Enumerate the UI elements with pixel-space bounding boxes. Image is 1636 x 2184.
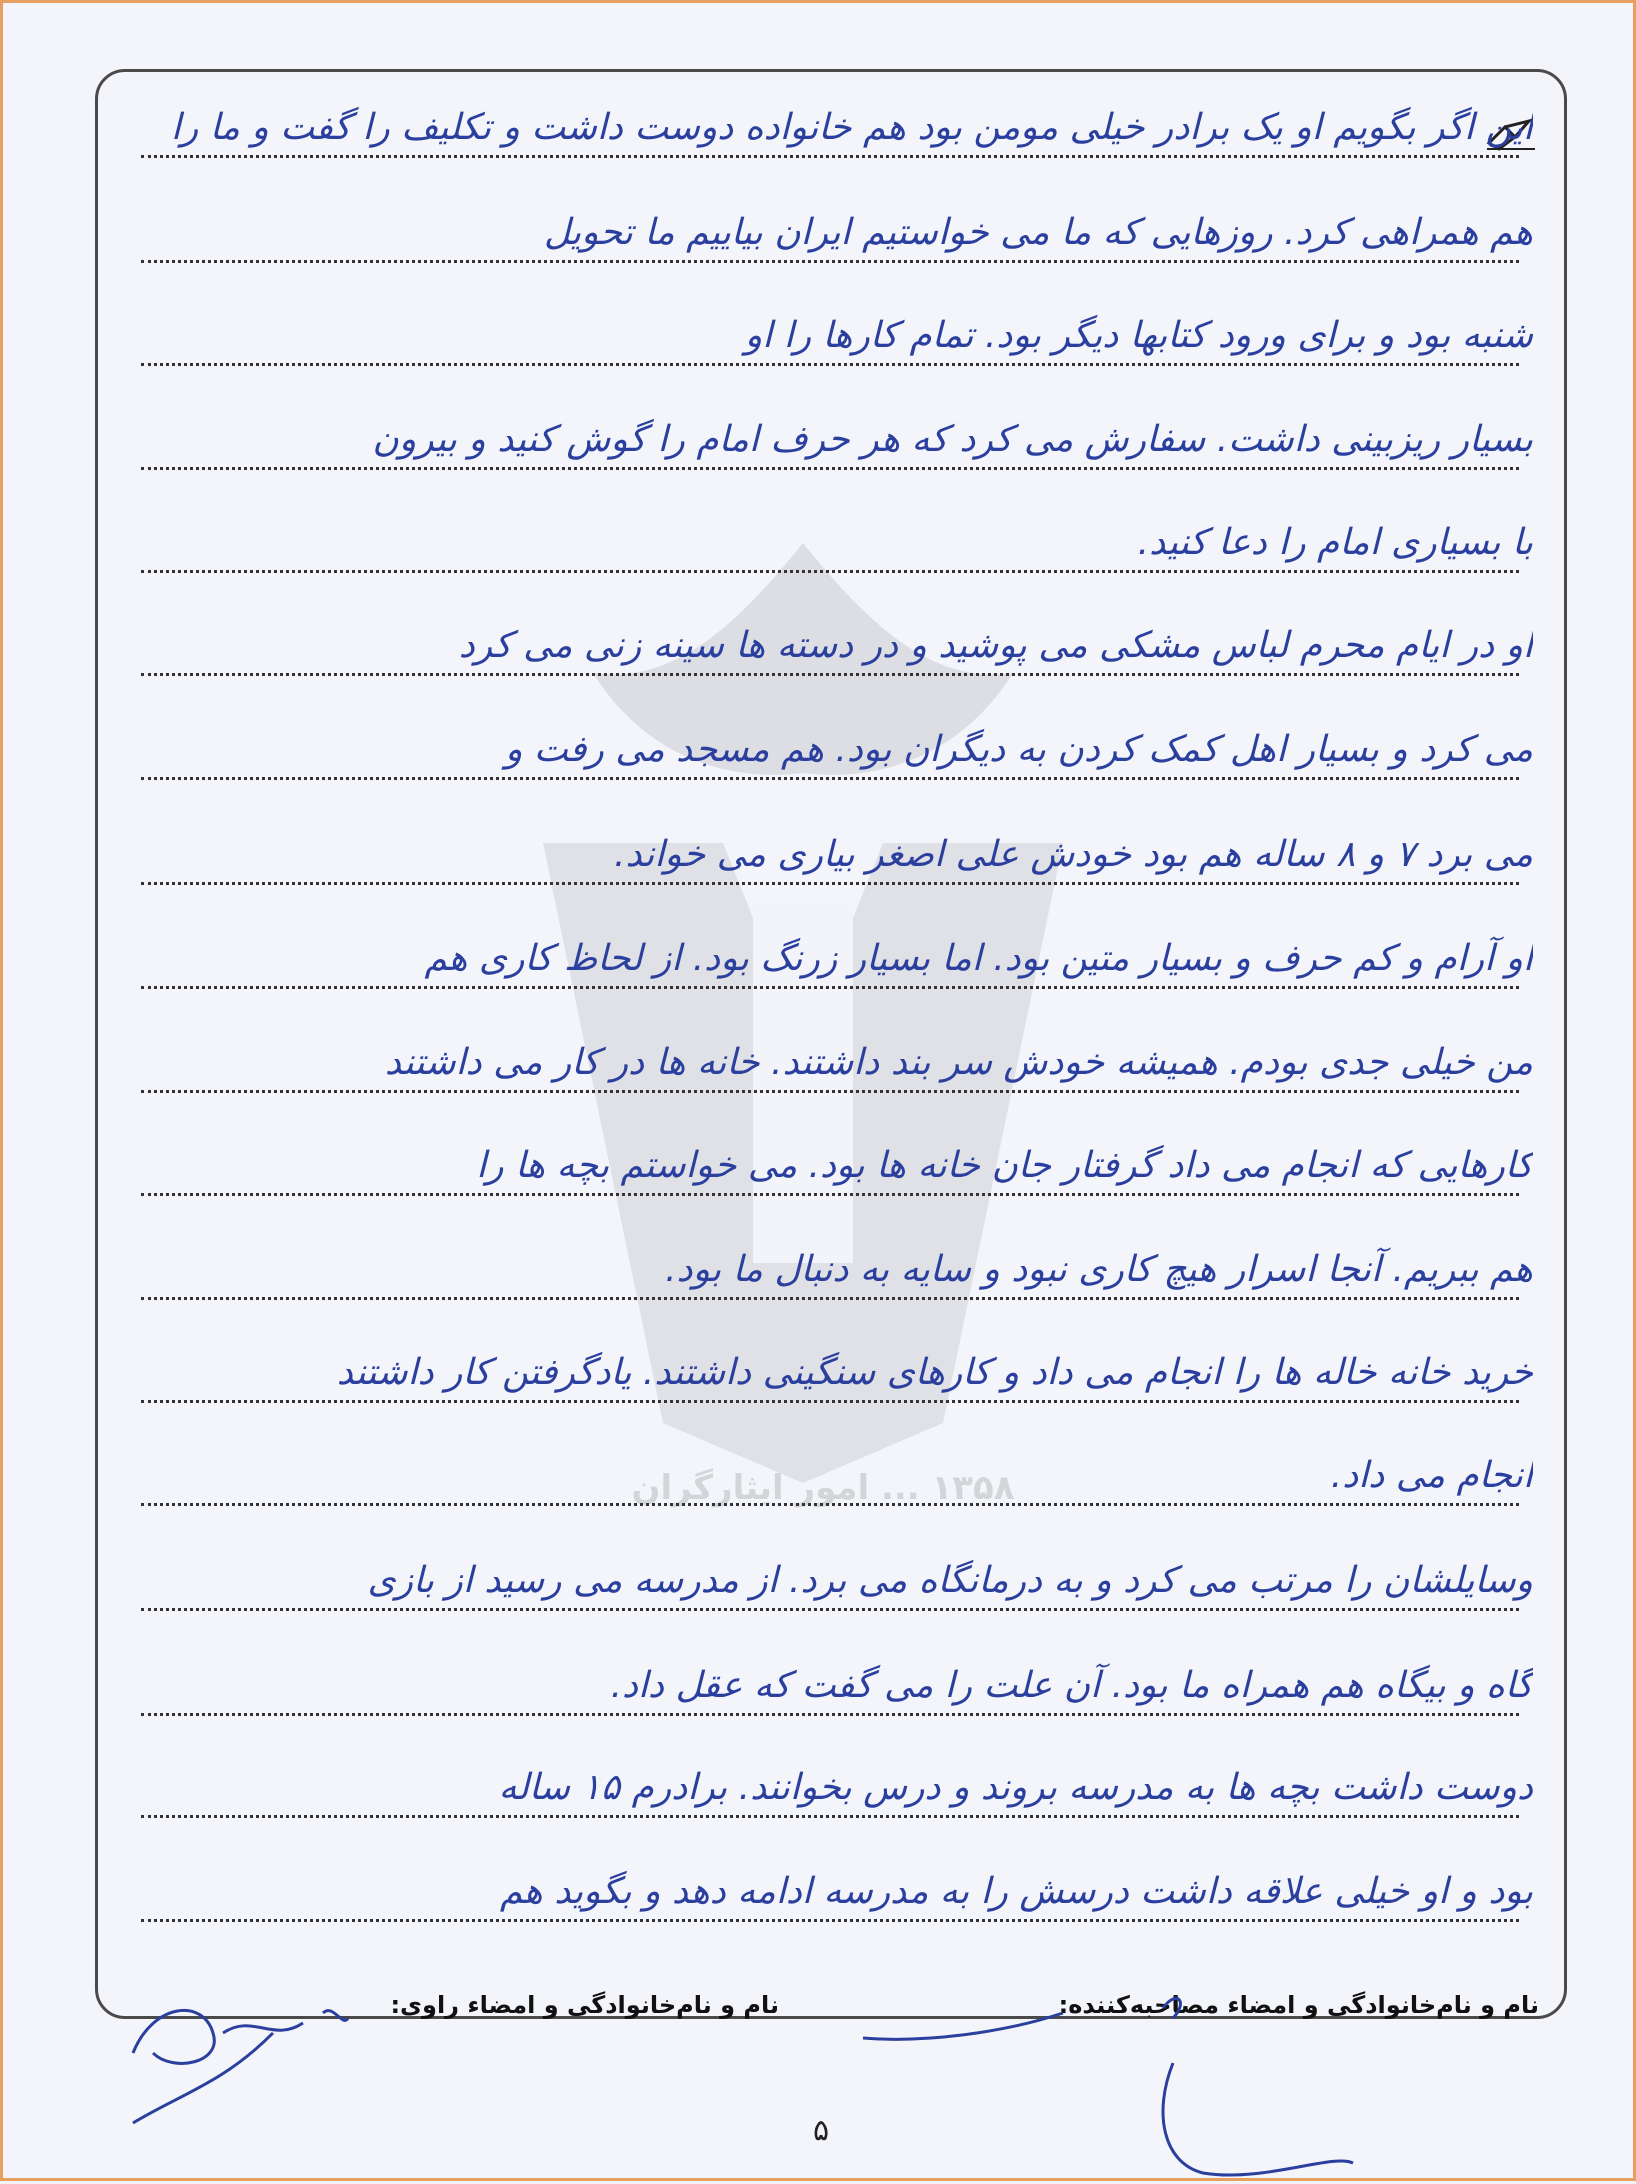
handwritten-line: این اگر بگویم او یک برادر خیلی مومن بود هم خانواده دوست داشت و تکلیف را گفت و ما را — [170, 107, 1533, 148]
handwritten-line: دوست داشت بچه ها به مدرسه بروند و درس بخوانند. برادرم ۱۵ ساله — [498, 1767, 1533, 1808]
handwritten-line: من خیلی جدی بودم. همیشه خودش سر بند داشتند. خانه ها در کار می داشتند — [384, 1042, 1533, 1083]
handwritten-line: او آرام و کم حرف و بسیار متین بود. اما بسیار زرنگ بود. از لحاظ کاری هم — [424, 938, 1533, 979]
handwritten-line: هم ببریم. آنجا اسرار هیچ کاری نبود و سایه به دنبال ما بود. — [665, 1249, 1533, 1290]
watermark-text: ۱۳۵۸ ... امور ایثارگران — [631, 1468, 1015, 1508]
handwritten-line: با بسیاری امام را دعا کنید. — [1137, 522, 1533, 563]
narrator-signature-label: نام و نام‌خانوادگی و امضاء راوی: — [390, 1991, 779, 2019]
handwritten-line: می کرد و بسیار اهل کمک کردن به دیگران بود. هم مسجد می رفت و — [505, 729, 1533, 770]
handwritten-line: شنبه بود و برای ورود کتابها دیگر بود. تمام کارها را او — [744, 315, 1533, 356]
handwritten-line: هم همراهی کرد. روزهایی که ما می خواستیم ایران بیاییم ما تحویل — [543, 212, 1533, 253]
handwritten-line: خرید خانه خاله ها را انجام می داد و کارهای سنگینی داشتند. یادگرفتن کار داشتند — [336, 1352, 1533, 1393]
handwritten-line: گاه و بیگاه هم همراه ما بود. آن علت را می گفت که عقل داد. — [610, 1665, 1533, 1706]
handwritten-signature-icon — [3, 3, 1636, 2184]
handwritten-line: بود و او خیلی علاقه داشت درسش را به مدرسه ادامه دهد و بگوید هم — [499, 1871, 1533, 1912]
handwritten-line: می برد ۷ و ۸ ساله هم بود خودش علی اصغر بیاری می خواند. — [614, 834, 1533, 875]
handwritten-line: کارهایی که انجام می داد گرفتار جان خانه ها بود. می خواستم بچه ها را — [476, 1145, 1533, 1186]
page-number: ۵ — [812, 2113, 830, 2148]
interviewer-signature-label: نام و نام‌خانوادگی و امضاء مصاحبه‌کننده: — [1058, 1991, 1539, 2019]
handwritten-line: بسیار ریزبینی داشت. سفارش می کرد که هر حرف امام را گوش کنید و بیرون — [372, 419, 1533, 460]
handwritten-line: وسایلشان را مرتب می کرد و به درمانگاه می برد. از مدرسه می رسید از بازی — [367, 1560, 1533, 1601]
handwritten-line: او در ایام محرم لباس مشکی می پوشید و در دسته ها سینه زنی می کرد — [458, 625, 1533, 666]
handwritten-line: انجام می داد. — [1330, 1455, 1533, 1496]
